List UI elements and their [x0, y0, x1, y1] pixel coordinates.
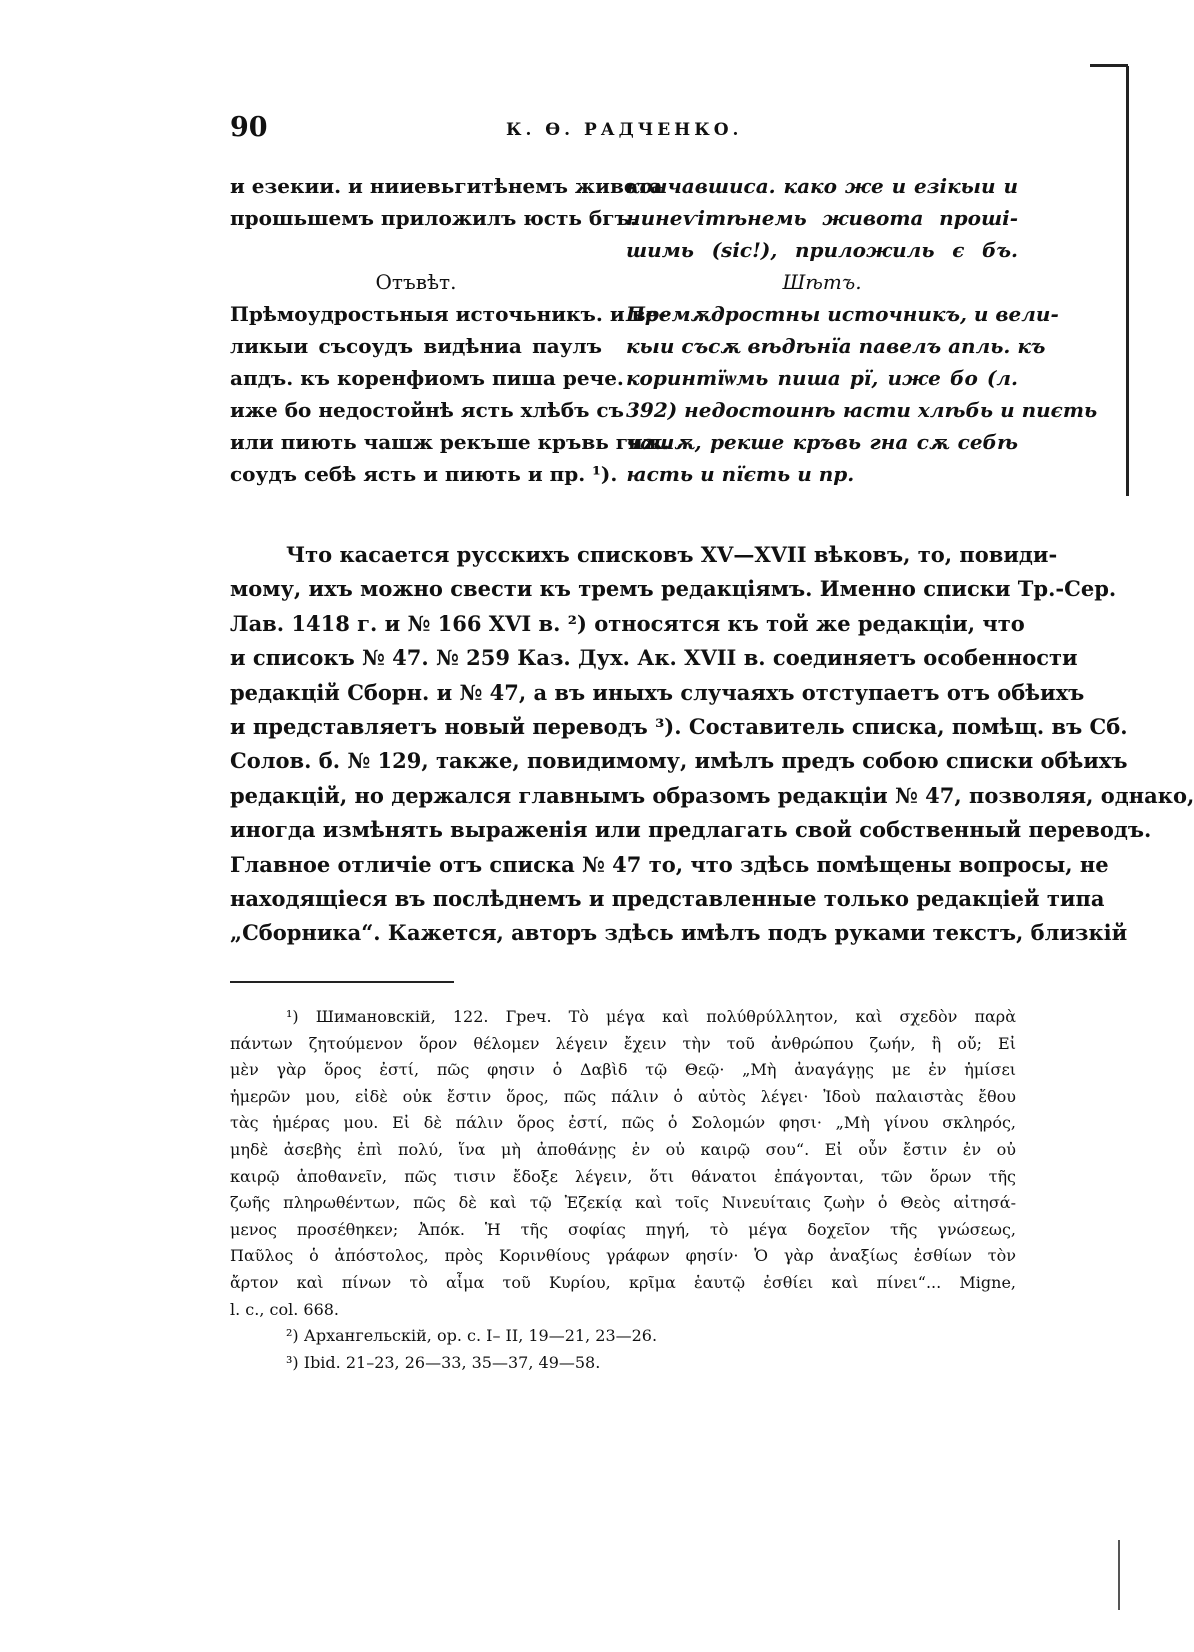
right-line: 392) недостоинѣ ꙗсти хлѣбь и пиєть — [626, 398, 1098, 422]
page-number: 90 — [230, 112, 268, 143]
scan-edge-line-bottom — [1118, 1540, 1120, 1610]
footnote-1-line: καιρῷ ἀποθανεῖν, πῶς τισιν ἔδοξε λέγειν, ὅτι θάνατοι ἐπάγονται, τῶν ὅρων τῆς — [230, 1166, 1016, 1186]
footnote-separator — [230, 981, 454, 983]
slavonic-column-right — [626, 170, 1098, 490]
page-header — [0, 112, 1140, 152]
body-line: и представляетъ новый переводъ ³). Составитель списка, помѣщ. въ Сб. — [230, 713, 1128, 739]
footnote-3: ³) Ibid. 21–23, 26—33, 35—37, 49—58. — [286, 1352, 601, 1372]
footnote-1-line: μηδὲ ἀσεβὴς ἐπὶ πολύ, ἵνα μὴ ἀποθάνῃς ἐν οὐ καιρῷ σου“. Εἰ οὖν ἔστιν ἐν οὐ — [230, 1139, 1016, 1159]
footnote-1-line: ἄρτον καὶ πίνων τὸ αἷμα τοῦ Κυρίου, κρῖμα ἑαυτῷ ἐσθίει καὶ πίνει“... Migne, — [230, 1272, 1016, 1292]
left-line: или пиють чашж рекъше кръвь гнж. — [230, 430, 670, 454]
body-line: „Сборника“. Кажется, авторъ здѣсь имѣлъ подъ руками текстъ, близкій — [230, 920, 1128, 946]
scan-edge-mark — [1090, 64, 1128, 67]
left-line: Прѣмоудростьныя источьникъ. и ве- — [230, 302, 667, 326]
left-line: ликыи съсоудъ видѣниа паулъ — [230, 334, 602, 358]
body-line: Главное отличіе отъ списка № 47 то, что здѣсь помѣщены вопросы, не — [230, 851, 1109, 877]
body-line: иногда измѣнять выраженія или предлагать свой собственный переводъ. — [230, 817, 1152, 843]
left-heading: Отъвѣт. — [375, 270, 457, 294]
left-line-blank — [230, 234, 602, 266]
footnote-1-line: l. c., col. 668. — [230, 1299, 340, 1319]
right-line: ꙗсть и пїєть и пр. — [626, 462, 855, 486]
parallel-texts — [230, 170, 1098, 530]
body-line: и списокъ № 47. № 259 Каз. Дух. Ак. XVII в. соединяетъ особенности — [230, 645, 1078, 671]
footnote-1-line: πάντων ζητούμενον ὅρον θέλομεν λέγειν ἔχειν τὴν τοῦ ἀνθρώπου ζωήν, ἢ οὔ; Εἰ — [230, 1033, 1016, 1053]
footnote-1-line: Παῦλος ὁ ἀπόστολος, πρὸς Κορινθίους γράφων φησίν· Ὁ γὰρ ἀναξίως ἐσθίων τὸν — [230, 1246, 1016, 1266]
footnote-1-line: ἡμερῶν μου, εἰδὲ οὐκ ἔστιν ὅρος, πῶς πάλιν ὁ αὐτὸς λέγει· Ἰδοὺ παλαιστὰς ἔθου — [230, 1086, 1016, 1106]
body-paragraph — [230, 538, 1194, 951]
body-line: мому, ихъ можно свести къ тремъ редакціямъ. Именно списки Тр.-Сер. — [230, 576, 1117, 602]
right-line: кыи съсѫ вѣдѣнїа павелъ апль. къ — [626, 334, 1046, 358]
body-line: редакцій Сборн. и № 47, а въ иныхъ случаяхъ отступаетъ отъ обѣихъ — [230, 679, 1085, 705]
footnotes — [230, 1004, 1016, 1376]
body-line: Что касается русскихъ списковъ XV—XVII вѣковъ, то, повиди- — [286, 542, 1058, 567]
right-line: нинеѵітѣнемь живота проші- — [626, 206, 1018, 230]
right-line: шимь (sic!), приложиль є бъ. — [626, 238, 1018, 262]
footnote-1-line: μὲν γὰρ ὅρος ἐστί, πῶς φησιν ὁ Δαβὶδ τῷ Θεῷ· „Μὴ ἀναγάγῃς με ἐν ἡμίσει — [230, 1060, 1016, 1080]
right-line: чашѫ, рекше кръвь гна сѫ себѣ — [626, 430, 1018, 454]
body-line: находящіеся въ послѣднемъ и представленные только редакціей типа — [230, 885, 1105, 911]
left-line: прошьшемъ приложилъ юсть бгъ. — [230, 206, 637, 230]
slavonic-column-left — [230, 170, 670, 490]
body-line: Солов. б. № 129, также, повидимому, имѣлъ предъ собою списки обѣихъ — [230, 748, 1128, 774]
right-line: кончавшиса. како же и езікыи и — [626, 174, 1018, 198]
footnote-1-line: μενος προσέθηκεν; Ἀπόκ. Ἡ τῆς σοφίας πηγή, τὸ μέγα δοχεῖον τῆς γνώσεως, — [230, 1219, 1016, 1239]
left-line: соудъ себѣ ясть и пиють и пр. ¹). — [230, 462, 618, 486]
footnote-2: ²) Архангельскій, ор. с. I– II, 19—21, 23—26. — [286, 1326, 658, 1346]
left-line: и езекии. и нииевьгитѣнемъ живота — [230, 174, 663, 198]
footnote-1-line: ζωῆς πληρωθέντων, πῶς δὲ καὶ τῷ Ἐζεκίᾳ καὶ τοῖς Νινευίταις ζωὴν ὁ Θεὸς αἰτησά- — [230, 1193, 1016, 1213]
footnote-1-line: ¹) Шимановскій, 122. Греч. Τὸ μέγα καὶ πολύθρύλλητον, καὶ σχεδὸν παρὰ — [286, 1007, 1016, 1026]
left-line: апдъ. къ коренфиомъ пиша рече. — [230, 366, 624, 390]
running-head: К. Ѳ. РАДЧЕНКО. — [506, 120, 743, 140]
right-line: Премѫдростны источникъ, и вели- — [626, 302, 1059, 326]
left-line: иже бо недостойнѣ ясть хлѣбъ съ — [230, 398, 624, 422]
footnote-1-line: τὰς ἡμέρας μου. Εἰ δὲ πάλιν ὅρος ἐστί, πῶς ὁ Σολομών φησι· „Μὴ γίνου σκληρός, — [230, 1113, 1016, 1133]
body-line: Лав. 1418 г. и № 166 XVI в. ²) относятся къ той же редакціи, что — [230, 610, 1025, 636]
right-heading: Шѣтъ. — [782, 270, 862, 294]
body-line: редакцій, но держался главнымъ образомъ редакціи № 47, позволяя, однако, — [230, 782, 1194, 808]
right-line: коринтїѡмь пиша рї, иже бо (л. — [626, 366, 1018, 390]
